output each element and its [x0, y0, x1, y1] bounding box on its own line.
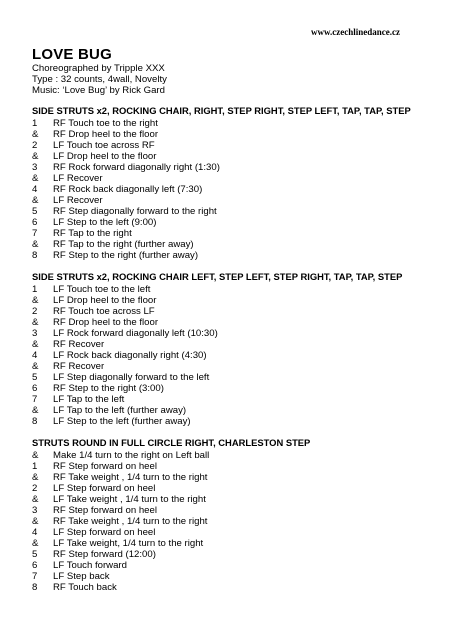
section-heading: SIDE STRUTS x2, ROCKING CHAIR, RIGHT, STEP RIGHT, STEP LEFT, TAP, TAP, STEP	[32, 105, 411, 116]
step-count: 6	[32, 383, 38, 394]
step-row	[32, 494, 427, 505]
step-row	[32, 582, 427, 593]
choreographer-line: Choreographed by Tripple XXX	[32, 63, 165, 74]
step-count: 5	[32, 549, 38, 560]
step-description: LF Step to the left (further away)	[53, 416, 191, 427]
step-description: RF Step to the right (3:00)	[53, 383, 164, 394]
step-count: &	[32, 516, 39, 527]
step-row	[32, 505, 427, 516]
step-row	[32, 129, 427, 140]
step-row	[32, 195, 427, 206]
step-description: RF Step diagonally forward to the right	[53, 206, 217, 217]
step-row	[32, 483, 427, 494]
step-count: &	[32, 538, 39, 549]
step-count: &	[32, 151, 39, 162]
step-count: 1	[32, 118, 38, 129]
step-row	[32, 394, 427, 405]
step-count: 6	[32, 560, 38, 571]
step-description: LF Tap to the left (further away)	[53, 405, 187, 416]
step-count: 7	[32, 394, 38, 405]
step-count: 4	[32, 184, 38, 195]
step-description: RF Take weight , 1/4 turn to the right	[53, 472, 208, 483]
step-row	[32, 206, 427, 217]
step-row	[32, 538, 427, 549]
step-description: RF Step forward on heel	[53, 505, 157, 516]
step-count: &	[32, 494, 39, 505]
step-count: &	[32, 472, 39, 483]
step-description: LF Drop heel to the floor	[53, 295, 157, 306]
step-description: RF Step to the right (further away)	[53, 250, 199, 261]
music-line: Music: ‘Love Bug’ by Rick Gard	[32, 85, 165, 96]
step-count: 8	[32, 250, 38, 261]
step-row	[32, 173, 427, 184]
step-description: LF Touch toe across RF	[53, 140, 155, 151]
step-description: RF Recover	[53, 339, 105, 350]
step-count: 5	[32, 372, 38, 383]
step-count: 6	[32, 217, 38, 228]
step-count: &	[32, 450, 39, 461]
step-row	[32, 239, 427, 250]
step-description: RF Drop heel to the floor	[53, 317, 159, 328]
step-count: 3	[32, 505, 38, 516]
type-line: Type : 32 counts, 4wall, Novelty	[32, 74, 167, 85]
step-row	[32, 140, 427, 151]
step-count: 7	[32, 571, 38, 582]
step-count: 8	[32, 416, 38, 427]
step-count: 4	[32, 350, 38, 361]
step-description: RF Tap to the right (further away)	[53, 239, 194, 250]
step-row	[32, 560, 427, 571]
step-row	[32, 118, 427, 129]
step-count: &	[32, 173, 39, 184]
step-count: 1	[32, 284, 38, 295]
step-row	[32, 549, 427, 560]
step-row	[32, 516, 427, 527]
step-description: LF Step to the left (9:00)	[53, 217, 157, 228]
step-row	[32, 328, 427, 339]
step-row	[32, 306, 427, 317]
step-row	[32, 250, 427, 261]
step-row	[32, 372, 427, 383]
step-row	[32, 571, 427, 582]
website-url[interactable]: www.czechlinedance.cz	[311, 27, 400, 37]
step-row	[32, 361, 427, 372]
step-count: &	[32, 361, 39, 372]
step-description: RF Step forward on heel	[53, 461, 157, 472]
step-count: 2	[32, 306, 38, 317]
step-description: LF Drop heel to the floor	[53, 151, 157, 162]
step-count: 3	[32, 328, 38, 339]
step-description: RF Tap to the right	[53, 228, 132, 239]
step-description: LF Take weight , 1/4 turn to the right	[53, 494, 206, 505]
step-row	[32, 217, 427, 228]
step-description: LF Step forward on heel	[53, 527, 156, 538]
step-description: LF Step diagonally forward to the left	[53, 372, 210, 383]
step-section	[32, 271, 427, 427]
step-description: LF Rock forward diagonally left (10:30)	[53, 328, 218, 339]
step-count: 2	[32, 140, 38, 151]
step-description: RF Step forward (12:00)	[53, 549, 156, 560]
step-description: LF Take weight, 1/4 turn to the right	[53, 538, 204, 549]
step-row	[32, 416, 427, 427]
step-row	[32, 450, 427, 461]
step-count: &	[32, 129, 39, 140]
step-row	[32, 527, 427, 538]
step-description: LF Touch forward	[53, 560, 127, 571]
step-count: 3	[32, 162, 38, 173]
step-section	[32, 437, 427, 593]
step-count: 1	[32, 461, 38, 472]
step-description: RF Rock back diagonally left (7:30)	[53, 184, 203, 195]
step-description: RF Touch toe across LF	[53, 306, 155, 317]
step-row	[32, 461, 427, 472]
step-count: 2	[32, 483, 38, 494]
step-row	[32, 162, 427, 173]
section-heading: STRUTS ROUND IN FULL CIRCLE RIGHT, CHARLESTON STEP	[32, 437, 311, 448]
step-description: RF Recover	[53, 361, 105, 372]
step-count: 8	[32, 582, 38, 593]
step-count: &	[32, 405, 39, 416]
step-row	[32, 350, 427, 361]
section-heading: SIDE STRUTS x2, ROCKING CHAIR LEFT, STEP LEFT, STEP RIGHT, TAP, TAP, STEP	[32, 271, 403, 282]
step-count: &	[32, 295, 39, 306]
step-count: &	[32, 195, 39, 206]
step-description: RF Touch back	[53, 582, 117, 593]
step-row	[32, 405, 427, 416]
step-row	[32, 472, 427, 483]
step-description: RF Drop heel to the floor	[53, 129, 159, 140]
dance-title: LOVE BUG	[32, 46, 112, 63]
step-count: &	[32, 317, 39, 328]
step-description: LF Step forward on heel	[53, 483, 156, 494]
step-count: &	[32, 239, 39, 250]
step-description: LF Touch toe to the left	[53, 284, 151, 295]
step-row	[32, 317, 427, 328]
step-description: LF Step back	[53, 571, 110, 582]
step-row	[32, 228, 427, 239]
step-description: Make 1/4 turn to the right on Left ball	[53, 450, 210, 461]
step-description: LF Recover	[53, 173, 103, 184]
step-description: LF Recover	[53, 195, 103, 206]
step-count: 5	[32, 206, 38, 217]
step-count: &	[32, 339, 39, 350]
step-description: LF Tap to the left	[53, 394, 125, 405]
step-count: 7	[32, 228, 38, 239]
step-row	[32, 383, 427, 394]
step-row	[32, 284, 427, 295]
step-description: RF Take weight , 1/4 turn to the right	[53, 516, 208, 527]
step-row	[32, 184, 427, 195]
step-description: RF Rock forward diagonally right (1:30)	[53, 162, 220, 173]
step-count: 4	[32, 527, 38, 538]
step-row	[32, 151, 427, 162]
step-section	[32, 105, 427, 261]
step-row	[32, 339, 427, 350]
dance-info	[32, 63, 167, 96]
step-description: LF Rock back diagonally right (4:30)	[53, 350, 207, 361]
step-row	[32, 295, 427, 306]
step-description: RF Touch toe to the right	[53, 118, 158, 129]
